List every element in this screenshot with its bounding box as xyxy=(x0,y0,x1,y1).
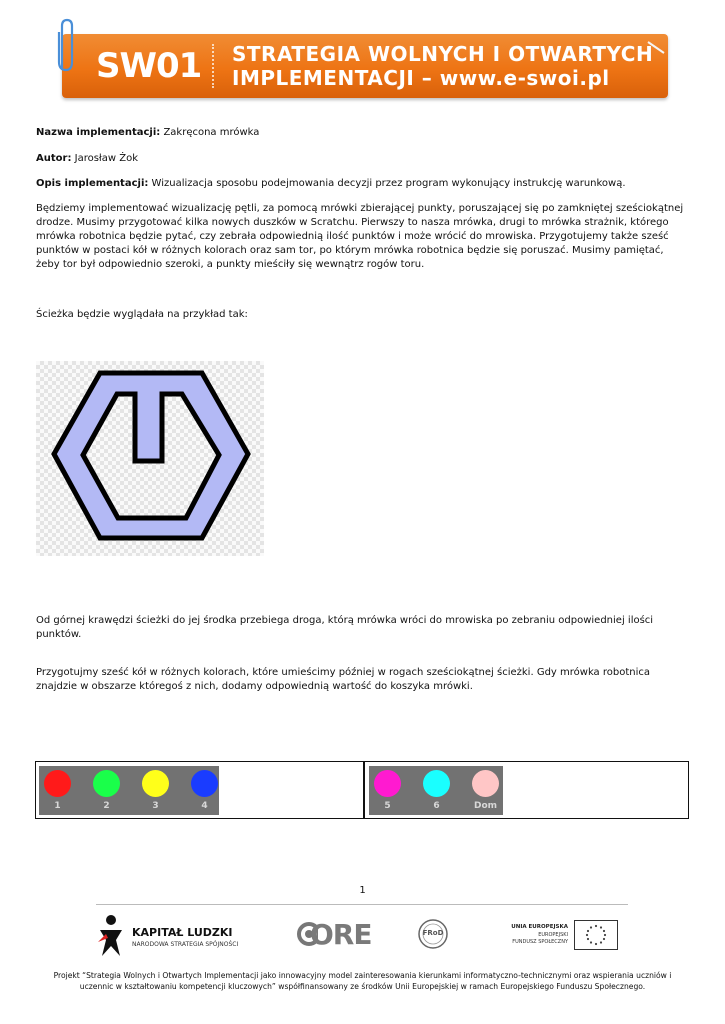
eu-sub1: EUROPEJSKI xyxy=(538,932,568,938)
ore-logo xyxy=(296,918,372,952)
name-value: Zakręcona mrówka xyxy=(160,127,260,138)
sprite-dot-3 xyxy=(142,770,169,797)
sprite-dot-2 xyxy=(93,770,120,797)
sprites-table xyxy=(35,761,689,819)
points-paragraph: Przygotujmy sześć kół w różnych kolorach, które umieścimy później w rogach sześciokątnej ścieżki. Gdy mrówka robotnica znajdzie w obszarze któregoś z nich, dodamy odpowiednią wartość do koszyka mrówki. xyxy=(36,667,650,692)
kapital-title: KAPITAŁ LUDZKI xyxy=(132,926,233,939)
track-image xyxy=(36,361,264,556)
hexagon-track xyxy=(36,361,264,556)
sprite-point-5 xyxy=(369,766,409,815)
frod-text: FRoD xyxy=(422,929,444,937)
sprite-dot-home xyxy=(472,770,499,797)
sprite-point-2 xyxy=(88,766,128,815)
sprite-label: 6 xyxy=(433,801,440,811)
sprite-dot-1 xyxy=(44,770,71,797)
banner-title-line1: STRATEGIA WOLNYCH I OTWARTYCH xyxy=(232,42,654,66)
desc-label: Opis implementacji: xyxy=(36,178,149,189)
sprite-label: 3 xyxy=(152,801,159,811)
desc-value: Wizualizacja sposobu podejmowania decyzji przez program wykonujący instrukcję warunkową. xyxy=(148,178,626,189)
sprites-panel-right xyxy=(369,766,503,815)
sprite-dot-5 xyxy=(374,770,401,797)
author xyxy=(36,152,688,166)
eu-flag-icon xyxy=(574,920,618,950)
author-label: Autor: xyxy=(36,153,72,164)
paperclip-icon xyxy=(56,18,74,74)
sprite-point-4 xyxy=(186,766,226,815)
brand-logo: SW01 xyxy=(96,46,202,86)
author-value: Jarosław Żok xyxy=(71,153,139,164)
banner-title-line2: IMPLEMENTACJI – www.e-swoi.pl xyxy=(232,66,610,90)
sprite-dot-4 xyxy=(191,770,218,797)
road-paragraph: Od górnej krawędzi ścieżki do jej środka przebiega droga, którą mrówka wróci do mrowiska po zebraniu odpowiedniej ilości punktów. xyxy=(36,615,654,640)
sprite-label: Dom xyxy=(473,801,498,811)
eu-sub2: FUNDUSZ SPOŁECZNY xyxy=(512,939,568,945)
sprite-dot-6 xyxy=(423,770,450,797)
page-number: 1 xyxy=(359,885,366,896)
table-divider xyxy=(363,762,365,818)
sprite-label: 5 xyxy=(384,801,391,811)
sprite-point-3 xyxy=(137,766,177,815)
banner-title xyxy=(232,42,653,90)
kapital-ludzki-icon xyxy=(96,912,126,958)
footer-rule xyxy=(96,904,628,905)
sprite-label: 1 xyxy=(54,801,61,811)
sprite-home xyxy=(467,766,507,815)
ore-text: ORE xyxy=(310,918,372,951)
implementation-name xyxy=(36,126,688,140)
sprite-point-1 xyxy=(39,766,79,815)
banner-separator xyxy=(212,44,214,88)
footer-text: Projekt “Strategia Wolnych i Otwartych Implementacji jako innowacyjny model zainteresowania kierunkami informatyczno-technicznymi oraz wspierania uczniów i uczennic w kształtowaniu kompetencji kluczowych” współfinansowany ze środków Unii Europejskiej w ramach Europejskiego Funduszu Społecznego. xyxy=(53,971,672,991)
eu-logo xyxy=(502,918,620,952)
kapital-ludzki-logo xyxy=(96,912,246,958)
eu-title: UNIA EUROPEJSKA xyxy=(511,924,568,930)
path-intro-paragraph: Ścieżka będzie wyglądała na przykład tak: xyxy=(36,309,248,320)
hexagon-track-shape xyxy=(54,373,248,538)
sprite-label: 2 xyxy=(103,801,110,811)
intro-paragraph: Będziemy implementować wizualizację pętli, za pomocą mrówki zbierającej punkty, poruszającej się po zamkniętej sześciokątnej drodze. Musimy przygotować kilka nowych duszków w Scratchu. Pierwszy to nasza mrówka, drugi to mrówka strażnik, którego mrówka robotnica będzie pytać, czy zebrała odpowiednią ilość punktów i może wrócić do mrowiska. Przygotujemy także sześć punktów w postaci kół w różnych kolorach oraz sam tor, po którym mrówka robotnica będzie się poruszać. Musimy pamiętać, żeby tor był odpowiednio szeroki, a punkty mieściły się wewnątrz rogów toru. xyxy=(36,203,684,270)
sprite-point-6 xyxy=(418,766,458,815)
header-banner xyxy=(62,34,668,98)
sprites-panel-left xyxy=(39,766,219,815)
frod-logo xyxy=(417,918,449,950)
name-label: Nazwa implementacji: xyxy=(36,127,161,138)
sprite-label: 4 xyxy=(201,801,208,811)
kapital-subtitle: NARODOWA STRATEGIA SPÓJNOŚCI xyxy=(132,941,239,948)
description xyxy=(36,177,688,191)
pin-icon xyxy=(646,40,666,56)
